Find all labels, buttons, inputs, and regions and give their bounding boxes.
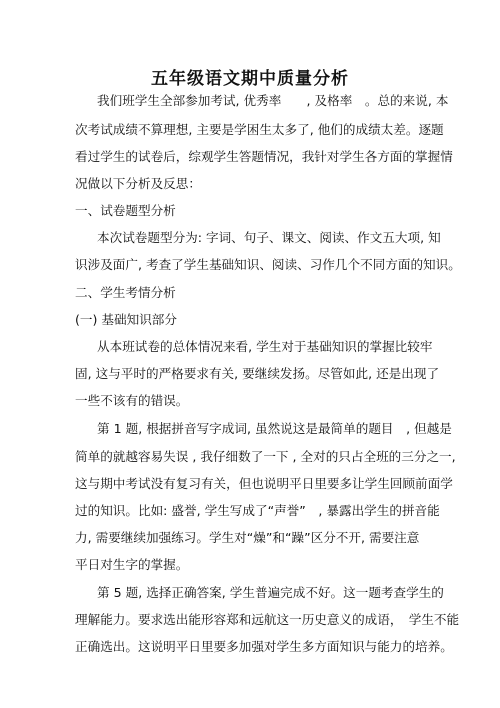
paragraph-line: 一些不该有的错误。 (75, 393, 189, 408)
section-heading: 二、学生考情分析 (75, 285, 176, 300)
paragraph-line: 识涉及面广, 考查了学生基础知识、阅读、习作几个不同方面的知识。 (75, 257, 461, 272)
page-title: 五年级语文期中质量分析 (151, 69, 349, 89)
paragraph-line: 简单的就越容易失误 , 我仔细数了一下 , 全对的只占全班的三分之一, (75, 449, 456, 464)
paragraph-line: 第 1 题, 根据拼音写字成词, 虽然说这是最简单的题目 , 但越是 (97, 421, 452, 436)
paragraph-line: 过的知识。比如: 盛誉, 学生写成了“声誉” , 暴露出学生的拼音能 (75, 503, 440, 518)
paragraph-line: 平日对生字的掌握。 (75, 557, 189, 572)
paragraph-line: 从本班试卷的总体情况来看, 学生对于基础知识的掌握比较牢 (97, 339, 433, 354)
paragraph-line: 这与期中考试没有复习有关，但也说明平日里要多让学生回顾前面学 (75, 476, 453, 491)
paragraph-line: 正确选出。这说明平日里要多加强对学生多方面知识与能力的培养。 (75, 639, 453, 654)
paragraph-line: 我们班学生全部参加考试, 优秀率 , 及格率 。总的来说, 本 (97, 93, 449, 108)
paragraph-line: 本次试卷题型分为: 字词、句子、课文、阅读、作文五大项, 知 (97, 230, 441, 245)
paragraph-line: 固, 这与平时的严格要求有关, 要继续发扬。尽管如此, 还是出现了 (75, 366, 440, 381)
paragraph-line: 看过学生的试卷后，综观学生答题情况，我针对学生各方面的掌握情 (75, 149, 453, 164)
subsection-heading: (一) 基础知识部分 (75, 312, 177, 327)
paragraph-line: 理解能力。要求选出能形容郑和远航这一历史意义的成语， 学生不能 (75, 612, 460, 627)
paragraph-line: 况做以下分析及反思： (75, 176, 201, 191)
section-heading: 一、试卷题型分析 (75, 203, 176, 218)
paragraph-line: 力, 需要继续加强练习。学生对“燥”和“躁”区分不开, 需要注意 (75, 530, 420, 545)
paragraph-line: 次考试成绩不算理想, 主要是学困生太多了, 他们的成绩太差。逐题 (75, 122, 444, 137)
paragraph-line: 第 5 题, 选择正确答案, 学生普遍完成不好。这一题考查学生的 (97, 585, 444, 600)
